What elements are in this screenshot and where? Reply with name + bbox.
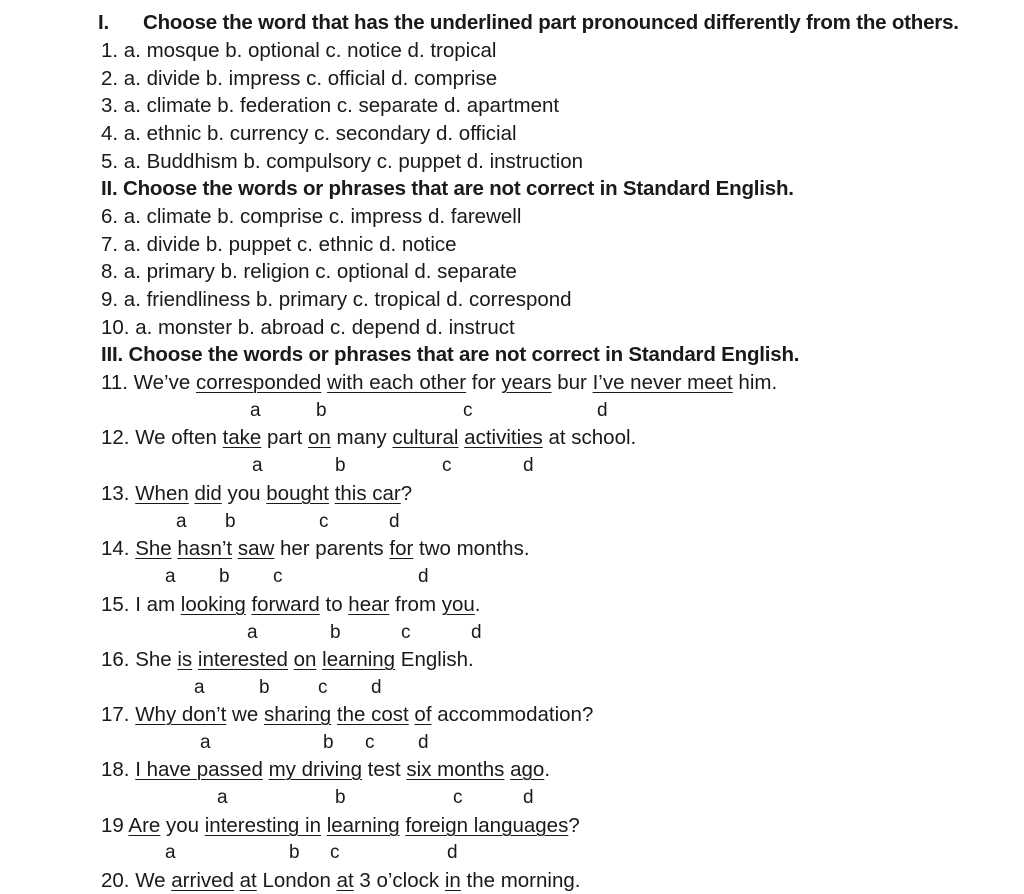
answer-letter-b: b <box>289 842 300 863</box>
question-18: 18. I have passed my driving test six months ago. <box>101 758 551 781</box>
option-d-text: learning <box>322 648 396 671</box>
option-c-text: learning <box>326 814 400 837</box>
answer-letter-a: a <box>247 622 258 643</box>
option-d-text: foreign languages <box>405 814 569 837</box>
answer-letter-b: b <box>330 622 341 643</box>
answer-letter-d: d <box>523 787 534 808</box>
option-c-text: years <box>501 371 552 394</box>
option-b-text: at <box>239 869 257 892</box>
question-2: 2. a. divide b. impress c. official d. comprise <box>101 67 498 90</box>
question-5: 5. a. Buddhism b. compulsory c. puppet d. instruction <box>101 150 584 173</box>
option-d-text: of <box>414 703 432 726</box>
option-b-text: on <box>308 426 331 449</box>
option-a-text: looking <box>180 593 246 616</box>
answer-letter-a: a <box>217 787 228 808</box>
option-d-text: activities <box>464 426 543 449</box>
answer-letter-d: d <box>389 511 400 532</box>
option-c-text: six months <box>406 758 505 781</box>
question-14: 14. She hasn’t saw her parents for two months. <box>101 537 530 560</box>
question-12: 12. We often take part on many cultural activities at school. <box>101 426 637 449</box>
option-b-text: interesting in <box>204 814 321 837</box>
answer-letter-a: a <box>165 842 176 863</box>
answer-letter-b: b <box>335 787 346 808</box>
option-a-text: I have passed <box>135 758 263 781</box>
section-1-numeral: I. <box>98 11 109 34</box>
question-9: 9. a. friendliness b. primary c. tropical d. correspond <box>101 288 572 311</box>
question-15: 15. I am looking forward to hear from you. <box>101 593 481 616</box>
question-17: 17. Why don’t we sharing the cost of accommodation? <box>101 703 594 726</box>
answer-letter-d: d <box>418 566 429 587</box>
answer-letter-b: b <box>219 566 230 587</box>
answer-letter-d: d <box>371 677 382 698</box>
question-3: 3. a. climate b. federation c. separate d. apartment <box>101 94 560 117</box>
section-1-title: Choose the word that has the underlined part pronounced differently from the others. <box>143 11 959 34</box>
option-d-text: this car <box>334 482 401 505</box>
question-8: 8. a. primary b. religion c. optional d. separate <box>101 260 517 283</box>
answer-letter-b: b <box>225 511 236 532</box>
answer-letter-a: a <box>194 677 205 698</box>
option-c-text: saw <box>237 537 275 560</box>
option-b-text: forward <box>251 593 320 616</box>
option-b-text: did <box>194 482 222 505</box>
option-c-text: on <box>293 648 317 671</box>
section-3-heading: III. Choose the words or phrases that are not correct in Standard English. <box>101 343 800 366</box>
answer-letter-c: c <box>330 842 340 863</box>
question-1: 1. a. mosque b. optional c. notice d. tropical <box>101 39 497 62</box>
option-d-text: for <box>389 537 414 560</box>
answer-letter-a: a <box>200 732 211 753</box>
answer-letter-b: b <box>259 677 270 698</box>
question-16: 16. She is interested on learning English. <box>101 648 474 671</box>
option-a-text: corresponded <box>195 371 322 394</box>
question-6: 6. a. climate b. comprise c. impress d. farewell <box>101 205 522 228</box>
answer-letter-c: c <box>401 622 411 643</box>
answer-letter-b: b <box>323 732 334 753</box>
option-b-text: interested <box>197 648 288 671</box>
option-d-text: you <box>441 593 475 616</box>
answer-letter-d: d <box>418 732 429 753</box>
option-b-text: hasn’t <box>177 537 233 560</box>
answer-letter-c: c <box>453 787 463 808</box>
answer-letter-a: a <box>252 455 263 476</box>
section-2-heading: II. Choose the words or phrases that are not correct in Standard English. <box>101 177 794 200</box>
option-a-text: is <box>177 648 193 671</box>
option-c-text: hear <box>348 593 390 616</box>
answer-letter-d: d <box>523 455 534 476</box>
question-4: 4. a. ethnic b. currency c. secondary d. official <box>101 122 517 145</box>
option-a-text: She <box>135 537 172 560</box>
option-c-text: bought <box>266 482 329 505</box>
answer-letter-d: d <box>471 622 482 643</box>
question-11: 11. We’ve corresponded with each other for years bur I’ve never meet him. <box>101 371 778 394</box>
section-1-heading <box>98 10 959 36</box>
answer-letter-d: d <box>597 400 608 421</box>
option-c-text: at <box>336 869 354 892</box>
answer-letter-a: a <box>250 400 261 421</box>
answer-letter-a: a <box>176 511 187 532</box>
option-d-text: ago <box>510 758 545 781</box>
answer-letter-a: a <box>165 566 176 587</box>
option-d-text: in <box>444 869 461 892</box>
question-13: 13. When did you bought this car? <box>101 482 413 505</box>
answer-letter-d: d <box>447 842 458 863</box>
answer-letter-b: b <box>335 455 346 476</box>
option-a-text: Why don’t <box>135 703 227 726</box>
option-b-text: with each other <box>327 371 467 394</box>
question-19: 19 Are you interesting in learning foreign languages? <box>101 814 580 837</box>
answer-letter-b: b <box>316 400 327 421</box>
question-10: 10. a. monster b. abroad c. depend d. instruct <box>101 316 515 339</box>
option-a-text: take <box>222 426 262 449</box>
option-a-text: When <box>135 482 189 505</box>
option-c-text: the cost <box>336 703 409 726</box>
answer-letter-c: c <box>365 732 375 753</box>
option-d-text: I’ve never meet <box>592 371 733 394</box>
question-20: 20. We arrived at London at 3 o’clock in the morning. <box>101 869 581 892</box>
answer-letter-c: c <box>273 566 283 587</box>
answer-letter-c: c <box>463 400 473 421</box>
option-c-text: cultural <box>392 426 459 449</box>
option-a-text: arrived <box>171 869 234 892</box>
answer-letter-c: c <box>442 455 452 476</box>
answer-letter-c: c <box>318 677 328 698</box>
option-a-text: Are <box>128 814 161 837</box>
answer-letter-c: c <box>319 511 329 532</box>
question-7: 7. a. divide b. puppet c. ethnic d. notice <box>101 233 457 256</box>
option-b-text: sharing <box>263 703 332 726</box>
option-b-text: my driving <box>268 758 362 781</box>
